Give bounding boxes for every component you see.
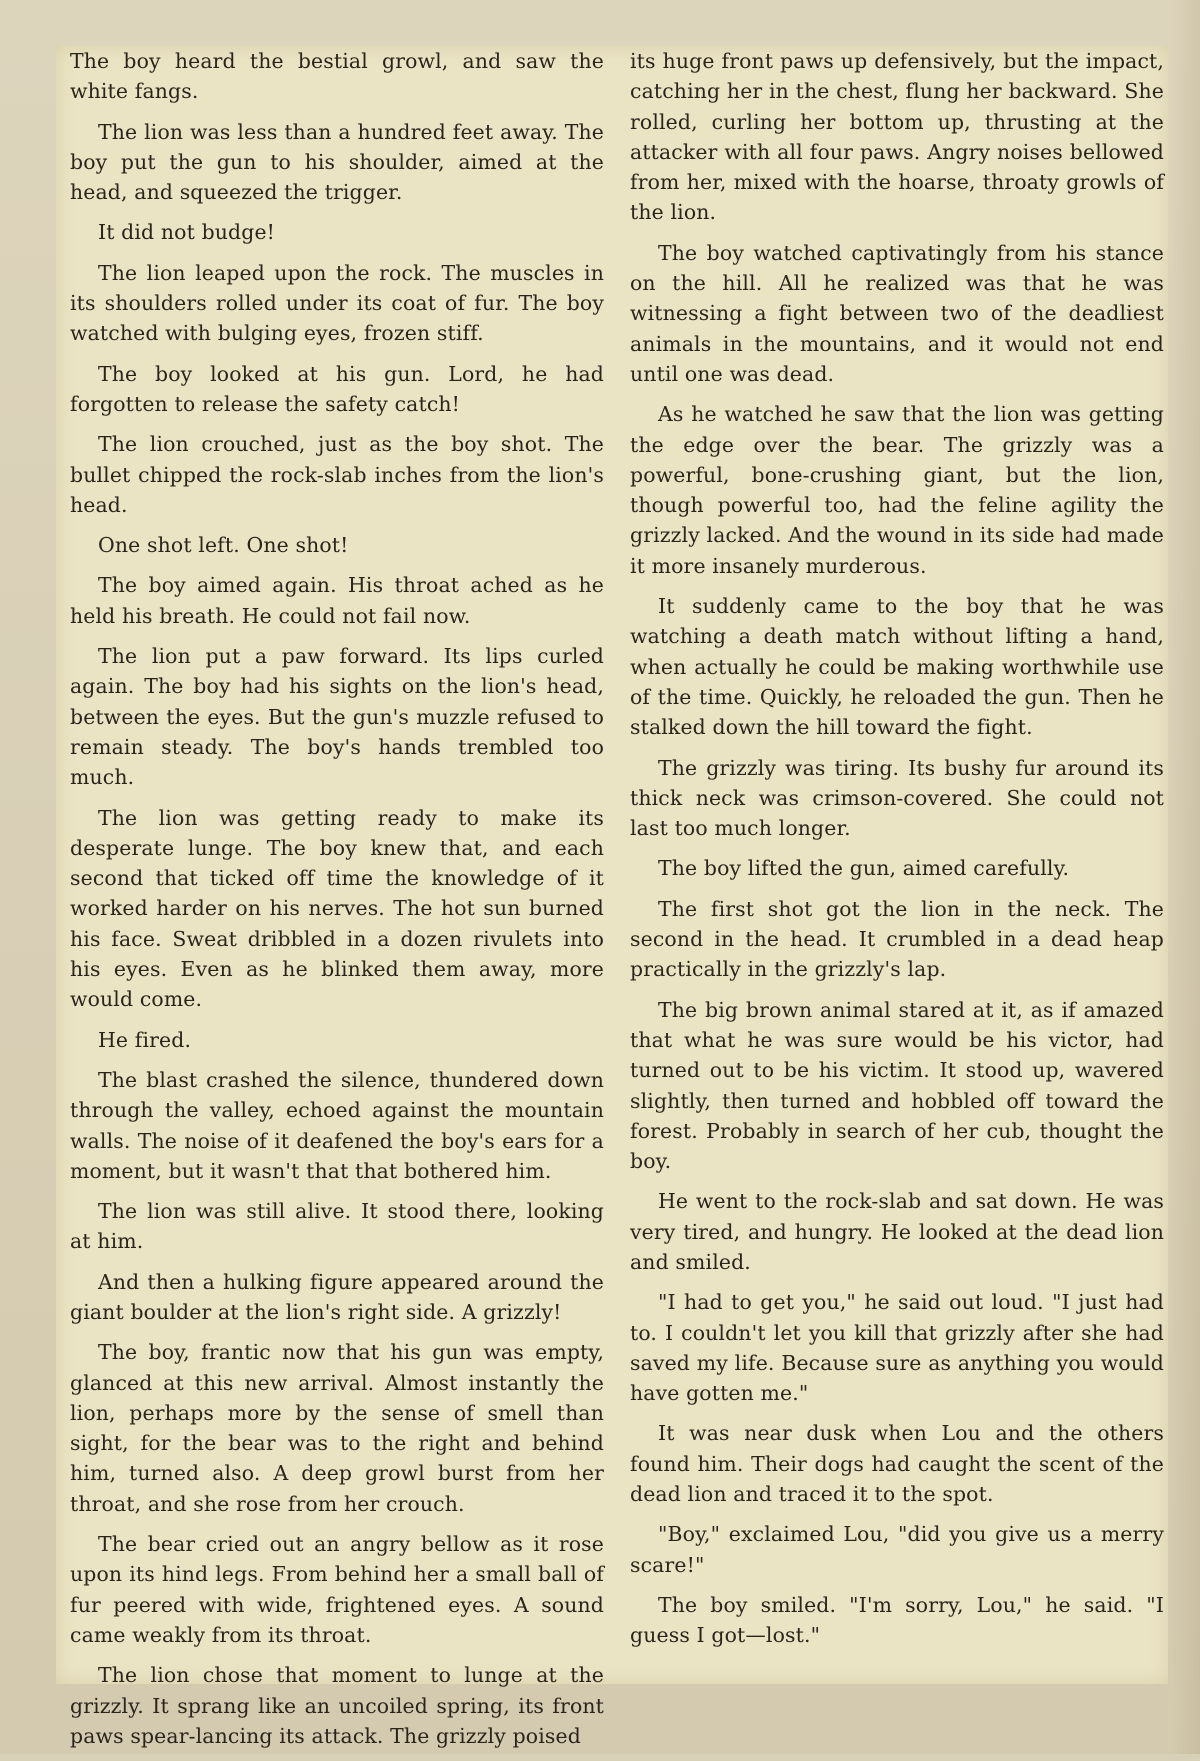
paragraph: As he watched he saw that the lion was getting the edge over the bear. The grizzly was a powerful, bone-crushing giant, but the lion, though powerful too, had the feline agility the grizzly lacked. And the wound in its side had made it more insanely murderous.	[630, 402, 1164, 578]
paragraph: its huge front paws up defensively, but the impact, catching her in the chest, flung her backward. She rolled, curling her bottom up, thrusting at the attacker with all four paws. Angry noises bellowed from her, mixed with the hoarse, throaty growls of the lion.	[630, 49, 1164, 225]
paragraph: The boy watched captivatingly from his stance on the hill. All he realized was that he was witnessing a fight between two of the deadliest animals in the mountains, and it would not end until one was dead.	[630, 240, 1164, 386]
paragraph: The boy looked at his gun. Lord, he had forgotten to release the safety catch!	[70, 361, 604, 416]
paragraph: The grizzly was tiring. Its bushy fur around its thick neck was crimson-covered. She could not last too much longer.	[630, 755, 1164, 841]
paragraph: The lion crouched, just as the boy shot. The bullet chipped the rock-slab inches from the lion's head.	[70, 432, 604, 517]
paragraph: He fired.	[98, 1027, 192, 1052]
paragraph: "I had to get you," he said out loud. "I just had to. I couldn't let you kill that grizzly after she had saved my life. Because sure as anything you would have gotten me."	[630, 1290, 1164, 1406]
paragraph: The boy aimed again. His throat ached as he held his breath. He could not fail now.	[70, 573, 604, 628]
paragraph: And then a hulking figure appeared around the giant boulder at the lion's right side. A grizzly!	[70, 1269, 604, 1324]
page-edge-shadow	[1170, 0, 1200, 1754]
paragraph: It suddenly came to the boy that he was watching a death match without lifting a hand, when actually he could be making worthwhile use of the time. Quickly, he reloaded the gun. Then he stalked down the hill toward the fight.	[630, 594, 1164, 740]
paragraph: The lion was getting ready to make its desperate lunge. The boy knew that, and each second that ticked off time the knowledge of it worked harder on his nerves. The hot sun burned his face. Sweat dribbled in a dozen rivulets into his eyes. Even as he blinked them away, more would come.	[70, 805, 604, 1012]
paragraph: The big brown animal stared at it, as if amazed that what he was sure would be his victor, had turned out to be his victim. It stood up, wavered slightly, then turned and hobbled off toward the forest. Probably in search of her cub, thought the boy.	[630, 997, 1164, 1174]
paragraph: The lion was less than a hundred feet away. The boy put the gun to his shoulder, aimed at the head, and squeezed the trigger.	[70, 119, 604, 205]
paragraph: The blast crashed the silence, thundered down through the valley, echoed against the mountain walls. The noise of it deafened the boy's ears for a moment, but it wasn't that that bothered him.	[70, 1067, 604, 1183]
paragraph: It did not budge!	[98, 220, 276, 245]
paragraph: The lion leaped upon the rock. The muscles in its shoulders rolled under its coat of fur. The boy watched with bulging eyes, frozen stiff.	[70, 260, 604, 346]
right-column	[630, 46, 1164, 1661]
paragraph: The lion chose that moment to lunge at the grizzly. It sprang like an uncoiled spring, its front paws spear-lancing its attack. The grizzly poised	[70, 1663, 604, 1748]
paragraph: The boy, frantic now that his gun was empty, glanced at this new arrival. Almost instantly the lion, perhaps more by the sense of smell than sight, for the bear was to the right and behind him, turned also. A deep growl burst from her throat, and she rose from her crouch.	[70, 1340, 604, 1516]
paragraph: One shot left. One shot!	[98, 533, 349, 558]
paragraph: He went to the rock-slab and sat down. He was very tired, and hungry. He looked at the dead lion and smiled.	[630, 1189, 1164, 1274]
left-column	[70, 46, 604, 1761]
story-text-block	[56, 46, 1168, 1748]
paragraph: The boy lifted the gun, aimed carefully.	[658, 856, 1070, 881]
paragraph: The boy heard the bestial growl, and saw the white fangs.	[70, 49, 604, 104]
paragraph: It was near dusk when Lou and the others found him. Their dogs had caught the scent of the dead lion and traced it to the spot.	[630, 1421, 1164, 1507]
paragraph: The lion put a paw forward. Its lips curled again. The boy had his sights on the lion's head, between the eyes. But the gun's muzzle refused to remain steady. The boy's hands trembled too much.	[70, 644, 604, 790]
paragraph: The boy smiled. "I'm sorry, Lou," he said. "I guess I got—lost."	[630, 1592, 1164, 1648]
paragraph: The bear cried out an angry bellow as it rose upon its hind legs. From behind her a small ball of fur peered with wide, frightened eyes. A sound came weakly from its throat.	[70, 1532, 604, 1647]
paragraph: The lion was still alive. It stood there, looking at him.	[70, 1199, 604, 1254]
paragraph: "Boy," exclaimed Lou, "did you give us a merry scare!"	[630, 1522, 1164, 1577]
paragraph: The first shot got the lion in the neck. The second in the head. It crumbled in a dead heap practically in the grizzly's lap.	[630, 896, 1164, 982]
